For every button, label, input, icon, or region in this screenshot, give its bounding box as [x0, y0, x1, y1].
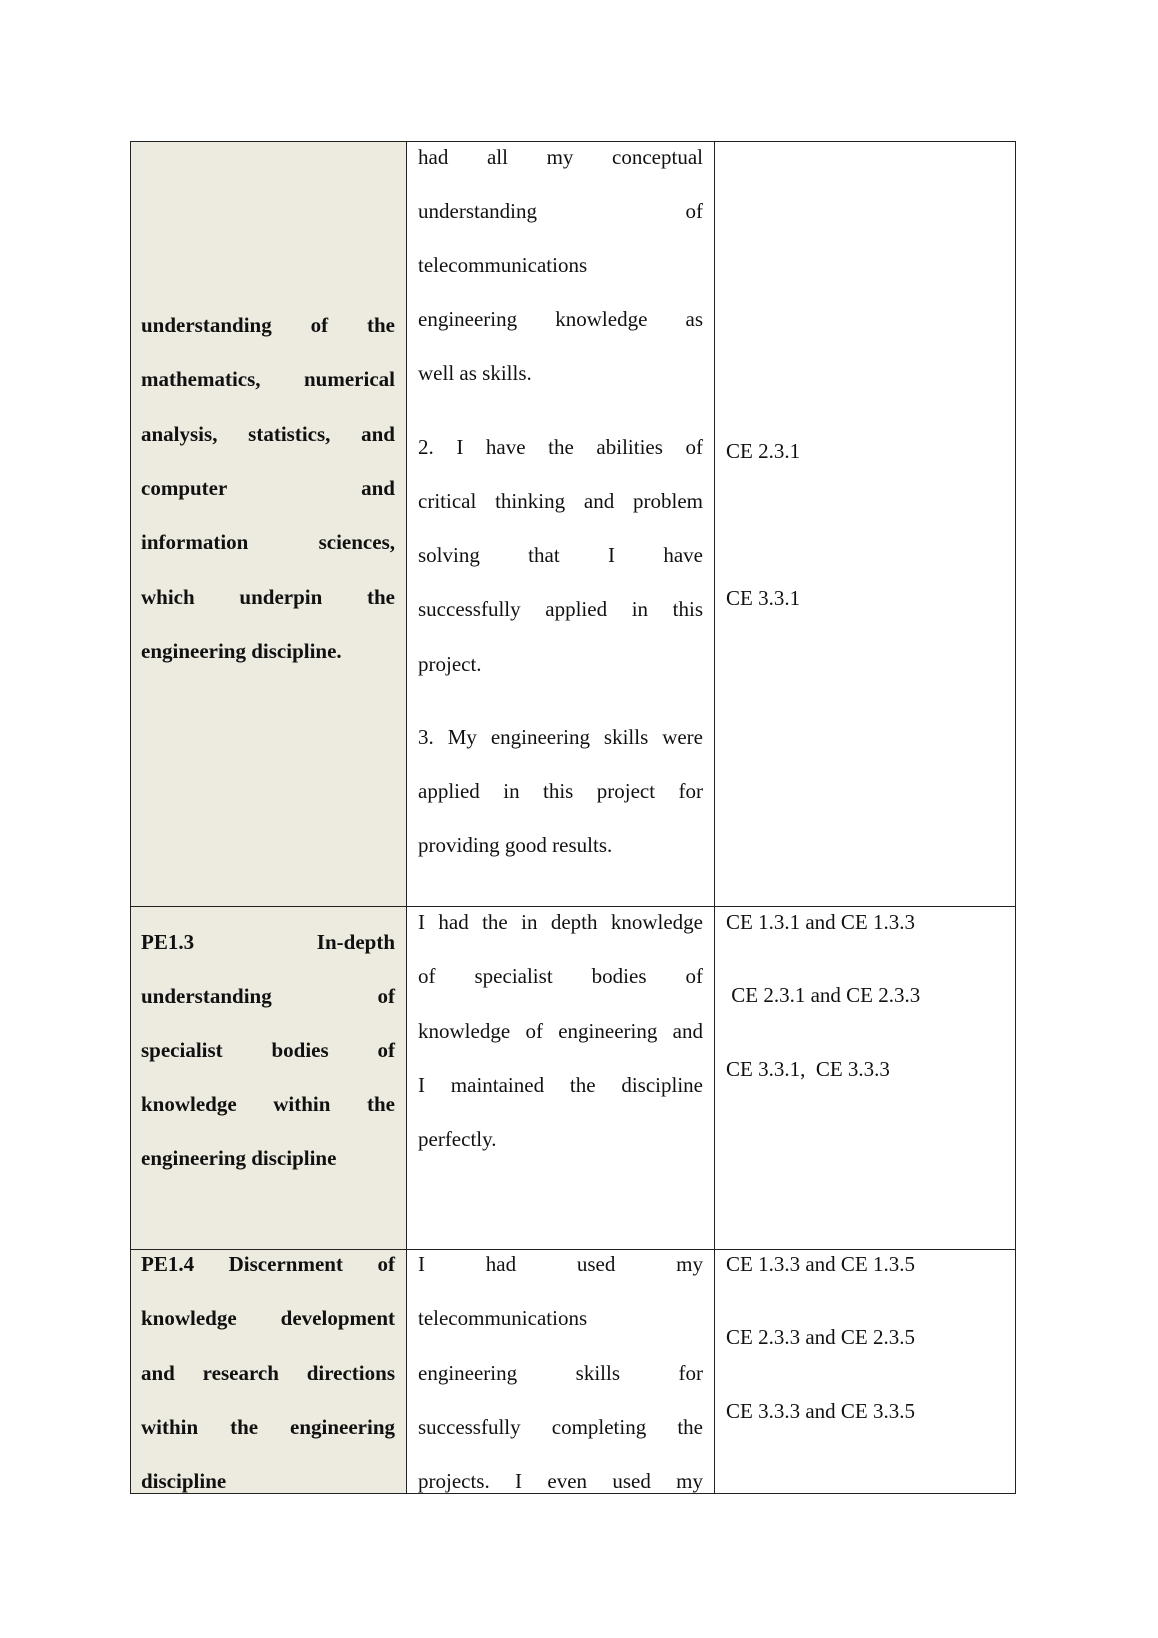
evidence-line: solving that I have [418, 543, 703, 567]
reference-code: CE 2.3.1 [726, 439, 801, 463]
reference-code: CE 3.3.3 and CE 3.3.5 [726, 1399, 915, 1423]
table-row: knowledge development [141, 1306, 395, 1330]
evidence-line: critical thinking and problem [418, 489, 703, 513]
table-row: information sciences, [141, 530, 395, 554]
table-row: discipline [141, 1469, 227, 1493]
evidence-line: perfectly. [418, 1127, 497, 1151]
evidence-line: applied in this project for [418, 779, 703, 803]
table-row: knowledge within the [141, 1092, 395, 1116]
evidence-line: well as skills. [418, 361, 532, 385]
evidence-line: telecommunications [418, 253, 588, 277]
table-border-left [130, 141, 131, 1494]
table-row: specialist bodies of [141, 1038, 395, 1062]
table-row: engineering discipline. [141, 639, 342, 663]
evidence-line: 2. I have the abilities of [418, 435, 703, 459]
evidence-line: project. [418, 652, 482, 676]
evidence-line: had all my conceptual [418, 145, 703, 169]
reference-code: CE 1.3.1 and CE 1.3.3 [726, 910, 915, 934]
evidence-line: projects. I even used my [418, 1469, 703, 1493]
evidence-line: I maintained the discipline [418, 1073, 703, 1097]
table-row: which underpin the [141, 585, 395, 609]
reference-code: CE 3.3.1 [726, 586, 801, 610]
table-row: analysis, statistics, and [141, 422, 395, 446]
evidence-line: knowledge of engineering and [418, 1019, 703, 1043]
evidence-line: engineering skills for [418, 1361, 703, 1385]
criterion-column-shading [130, 141, 406, 1494]
table-row: and research directions [141, 1361, 395, 1385]
evidence-line: engineering knowledge as [418, 307, 703, 331]
evidence-line: I had used my [418, 1252, 703, 1276]
evidence-line: providing good results. [418, 833, 613, 857]
column-divider-1 [406, 141, 407, 1494]
table-row: engineering discipline [141, 1146, 337, 1170]
evidence-line: understanding of [418, 199, 703, 223]
evidence-line: of specialist bodies of [418, 964, 703, 988]
evidence-line: successfully completing the [418, 1415, 703, 1439]
table-row: within the engineering [141, 1415, 395, 1439]
reference-code: CE 2.3.3 and CE 2.3.5 [726, 1325, 915, 1349]
reference-code: CE 1.3.3 and CE 1.3.5 [726, 1252, 915, 1276]
evidence-line: 3. My engineering skills were [418, 725, 703, 749]
table-row: computer and [141, 476, 395, 500]
competency-table [130, 141, 1016, 1494]
table-border-right [1015, 141, 1016, 1494]
evidence-line: telecommunications [418, 1306, 588, 1330]
table-row: mathematics, numerical [141, 367, 395, 391]
reference-code: CE 2.3.1 and CE 2.3.3 [726, 983, 921, 1007]
evidence-line: I had the in depth knowledge [418, 910, 703, 934]
evidence-line: successfully applied in this [418, 597, 703, 621]
table-row: understanding of the [141, 313, 395, 337]
reference-code: CE 3.3.1, CE 3.3.3 [726, 1057, 890, 1081]
table-row: understanding of [141, 984, 395, 1008]
table-row: PE1.3 In-depth [141, 930, 395, 954]
table-row: PE1.4 Discernment of [141, 1252, 395, 1276]
column-divider-2 [714, 141, 715, 1494]
